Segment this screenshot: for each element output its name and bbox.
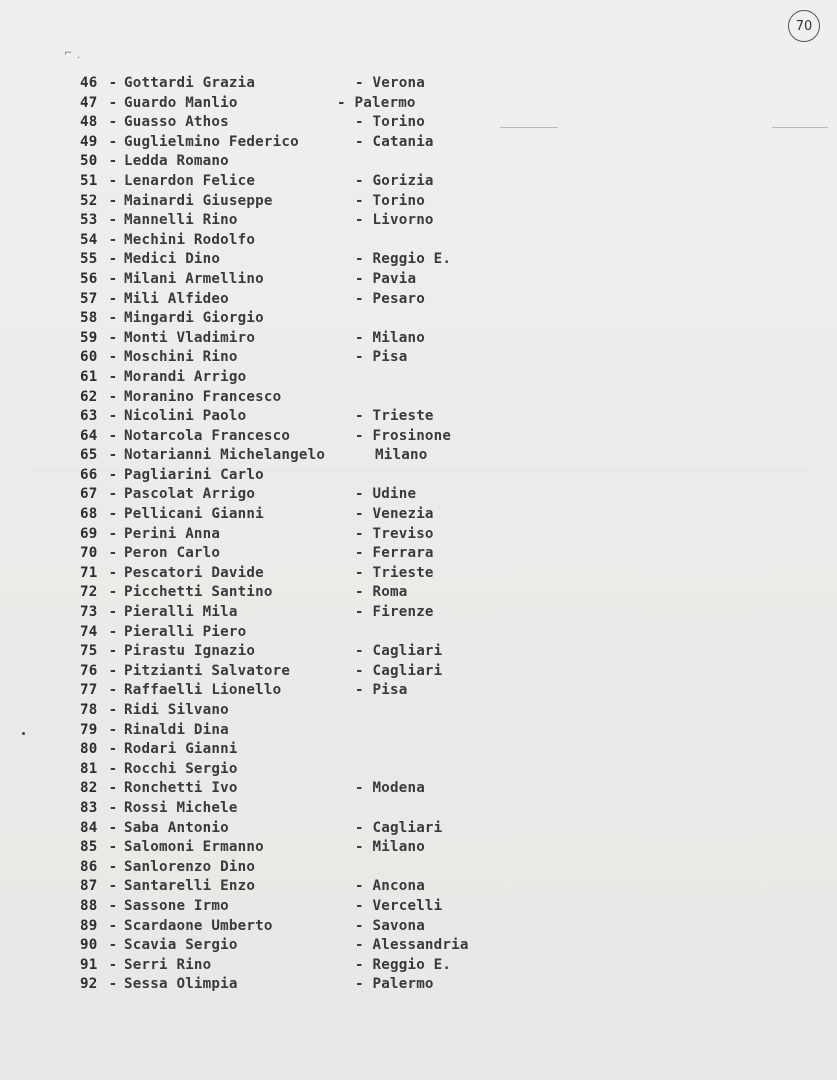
entry-number: 88	[80, 897, 98, 914]
list-item	[80, 152, 530, 172]
list-item	[80, 368, 530, 388]
entry-number: 77	[80, 682, 98, 699]
entry-number: 92	[80, 976, 98, 993]
list-item	[80, 799, 530, 819]
entry-name: Guglielmino Federico	[124, 133, 299, 150]
entry-dash: -	[108, 329, 118, 346]
entry-number: 85	[80, 839, 98, 856]
list-item	[80, 485, 530, 505]
entry-number: 56	[80, 270, 98, 287]
entry-name: Morandi Arrigo	[124, 368, 247, 385]
entry-dash: -	[108, 388, 118, 405]
entry-number: 79	[80, 721, 98, 738]
entry-number: 61	[80, 368, 98, 385]
entry-name: Guasso Athos	[124, 114, 229, 131]
entry-city	[355, 407, 434, 427]
entry-dash: -	[108, 506, 118, 523]
entry-dash: -	[108, 408, 118, 425]
entry-number: 82	[80, 780, 98, 797]
entry-dash: -	[108, 153, 118, 170]
stray-mark	[772, 127, 828, 128]
list-item	[80, 701, 530, 721]
city-name: Venezia	[372, 506, 434, 523]
entry-city	[337, 94, 416, 114]
entry-number: 74	[80, 623, 98, 640]
entry-name: Scardaone Umberto	[124, 917, 273, 934]
city-name: Modena	[372, 780, 425, 797]
entry-city	[355, 505, 434, 525]
list-item	[80, 309, 530, 329]
entry-name: Moranino Francesco	[124, 388, 282, 405]
list-item	[80, 211, 530, 231]
entry-dash: -	[108, 662, 118, 679]
city-name: Milano	[375, 447, 428, 464]
entry-number: 55	[80, 251, 98, 268]
entry-city	[355, 897, 442, 917]
entry-number: 57	[80, 290, 98, 307]
entry-name: Notarcola Francesco	[124, 427, 291, 444]
city-dash: -	[355, 878, 373, 895]
entry-dash: -	[108, 976, 118, 993]
entry-name: Rinaldi Dina	[124, 721, 229, 738]
entry-city	[355, 642, 442, 662]
entry-dash: -	[108, 878, 118, 895]
entry-name: Pitzianti Salvatore	[124, 662, 291, 679]
entry-dash: -	[108, 623, 118, 640]
entry-dash: -	[108, 270, 118, 287]
entry-number: 58	[80, 310, 98, 327]
city-dash: -	[355, 643, 373, 660]
entry-dash: -	[108, 799, 118, 816]
entry-number: 50	[80, 153, 98, 170]
city-dash: -	[355, 270, 373, 287]
list-item	[80, 642, 530, 662]
entry-name: Ridi Silvano	[124, 702, 229, 718]
city-name: Vercelli	[372, 897, 443, 914]
city-name: Gorizia	[372, 172, 434, 189]
entry-name: Pirastu Ignazio	[124, 643, 256, 660]
entry-number: 64	[80, 427, 98, 444]
entry-name: Monti Vladimiro	[124, 329, 256, 346]
list-item	[80, 525, 530, 545]
entry-number: 48	[80, 114, 98, 131]
entry-name: Pescatori Davide	[124, 564, 264, 581]
entry-name: Salomoni Ermanno	[124, 839, 264, 856]
entry-number: 90	[80, 937, 98, 954]
entry-dash: -	[108, 447, 118, 464]
city-name: Verona	[372, 75, 425, 91]
list-item	[80, 740, 530, 760]
entry-dash: -	[108, 231, 118, 248]
city-dash: -	[355, 114, 373, 131]
list-item	[80, 407, 530, 427]
city-name: Pavia	[372, 270, 417, 287]
entry-dash: -	[108, 114, 118, 131]
entry-number: 75	[80, 643, 98, 660]
city-dash: -	[355, 584, 373, 601]
entry-number: 71	[80, 564, 98, 581]
entry-dash: -	[108, 741, 118, 758]
entry-dash: -	[108, 192, 118, 209]
entry-number: 53	[80, 212, 98, 229]
city-dash: -	[355, 917, 373, 934]
list-item	[80, 583, 530, 603]
list-item	[80, 721, 530, 741]
city-name: Pisa	[372, 682, 408, 699]
entry-number: 89	[80, 917, 98, 934]
list-item	[80, 231, 530, 251]
entry-dash: -	[108, 604, 118, 621]
city-dash: -	[355, 75, 373, 91]
city-name: Ancona	[372, 878, 425, 895]
entry-city	[355, 877, 425, 897]
list-item	[80, 897, 530, 917]
entry-dash: -	[108, 310, 118, 327]
entry-name: Medici Dino	[124, 251, 221, 268]
entry-name: Mili Alfideo	[124, 290, 229, 307]
city-name: Cagliari	[372, 819, 443, 836]
entry-city	[355, 917, 425, 937]
list-item	[80, 838, 530, 858]
entry-name: Notarianni Michelangelo	[124, 447, 326, 464]
entry-dash: -	[108, 290, 118, 307]
entry-number: 63	[80, 408, 98, 425]
city-dash: -	[355, 525, 373, 542]
entry-name: Milani Armellino	[124, 270, 264, 287]
list-item	[80, 505, 530, 525]
city-dash: -	[355, 897, 373, 914]
entry-dash: -	[108, 897, 118, 914]
entry-name: Ronchetti Ivo	[124, 780, 238, 797]
entry-number: 83	[80, 799, 98, 816]
city-dash: -	[355, 133, 373, 150]
entry-city	[355, 603, 434, 623]
list-item	[80, 446, 530, 466]
entry-dash: -	[108, 427, 118, 444]
entry-city	[355, 819, 442, 839]
entry-city	[355, 544, 434, 564]
entry-name: Rossi Michele	[124, 799, 238, 816]
list-item	[80, 956, 530, 976]
city-name: Firenze	[372, 604, 434, 621]
entry-city	[355, 838, 425, 858]
city-dash: -	[355, 564, 373, 581]
entry-city	[355, 192, 425, 212]
list-item	[80, 74, 530, 94]
entry-number: 46	[80, 75, 98, 91]
entry-dash: -	[108, 368, 118, 385]
list-item	[80, 877, 530, 897]
list-item	[80, 760, 530, 780]
entry-dash: -	[108, 780, 118, 797]
entry-name: Mainardi Giuseppe	[124, 192, 273, 209]
entry-name: Gottardi Grazia	[124, 75, 256, 91]
city-name: Udine	[372, 486, 417, 503]
entry-city	[355, 172, 434, 192]
list-item	[80, 681, 530, 701]
entry-dash: -	[108, 525, 118, 542]
entry-name: Santarelli Enzo	[124, 878, 256, 895]
name-list	[80, 74, 530, 995]
entry-dash: -	[108, 172, 118, 189]
entry-dash: -	[108, 486, 118, 503]
entry-dash: -	[108, 75, 118, 91]
entry-dash: -	[108, 545, 118, 562]
entry-number: 91	[80, 956, 98, 973]
entry-dash: -	[108, 839, 118, 856]
city-dash: -	[355, 427, 373, 444]
entry-name: Moschini Rino	[124, 349, 238, 366]
entry-city	[355, 681, 407, 701]
entry-city	[375, 446, 427, 466]
list-item	[80, 172, 530, 192]
entry-city	[355, 74, 425, 94]
entry-name: Rodari Gianni	[124, 741, 238, 758]
entry-dash: -	[108, 349, 118, 366]
entry-number: 80	[80, 741, 98, 758]
city-name: Trieste	[372, 408, 434, 425]
entry-dash: -	[108, 466, 118, 483]
city-dash: -	[355, 780, 373, 797]
list-item	[80, 564, 530, 584]
pen-mark: ⌐ ˏ	[64, 48, 81, 59]
entry-city	[355, 956, 451, 976]
entry-dash: -	[108, 251, 118, 268]
list-item	[80, 466, 530, 486]
entry-number: 59	[80, 329, 98, 346]
city-dash: -	[355, 819, 373, 836]
entry-number: 86	[80, 858, 98, 875]
city-name: Alessandria	[372, 937, 469, 954]
entry-dash: -	[108, 212, 118, 229]
city-dash: -	[355, 192, 373, 209]
entry-number: 73	[80, 604, 98, 621]
entry-dash: -	[108, 643, 118, 660]
list-item	[80, 290, 530, 310]
entry-city	[355, 211, 434, 231]
entry-number: 52	[80, 192, 98, 209]
ink-dot	[22, 732, 25, 735]
entry-number: 72	[80, 584, 98, 601]
city-name: Palermo	[372, 976, 434, 993]
entry-number: 54	[80, 231, 98, 248]
entry-city	[355, 485, 416, 505]
entry-dash: -	[108, 819, 118, 836]
entry-name: Raffaelli Lionello	[124, 682, 282, 699]
list-item	[80, 427, 530, 447]
entry-number: 60	[80, 349, 98, 366]
entry-dash: -	[108, 937, 118, 954]
city-dash: -	[355, 956, 373, 973]
entry-number: 70	[80, 545, 98, 562]
entry-dash: -	[108, 917, 118, 934]
entry-city	[355, 329, 425, 349]
entry-name: Sanlorenzo Dino	[124, 858, 256, 875]
entry-dash: -	[108, 584, 118, 601]
entry-city	[355, 662, 442, 682]
city-dash: -	[355, 506, 373, 523]
entry-name: Mechini Rodolfo	[124, 231, 256, 248]
entry-name: Pieralli Piero	[124, 623, 247, 640]
entry-city	[355, 975, 434, 995]
entry-number: 65	[80, 447, 98, 464]
city-name: Pesaro	[372, 290, 425, 307]
entry-number: 81	[80, 760, 98, 777]
list-item	[80, 858, 530, 878]
entry-name: Pellicani Gianni	[124, 506, 264, 523]
entry-name: Sessa Olimpia	[124, 976, 238, 993]
entry-name: Pascolat Arrigo	[124, 486, 256, 503]
entry-number: 66	[80, 466, 98, 483]
entry-city	[355, 583, 407, 603]
entry-name: Lenardon Felice	[124, 172, 256, 189]
entry-name: Pieralli Mila	[124, 604, 238, 621]
city-name: Reggio E.	[372, 956, 452, 973]
entry-city	[355, 250, 451, 270]
entry-city	[355, 525, 434, 545]
entry-name: Serri Rino	[124, 956, 212, 973]
entry-name: Mannelli Rino	[124, 212, 238, 229]
entry-city	[355, 290, 425, 310]
entry-dash: -	[108, 682, 118, 699]
entry-city	[355, 270, 416, 290]
entry-name: Sassone Irmo	[124, 897, 229, 914]
city-name: Ferrara	[372, 545, 434, 562]
list-item	[80, 975, 530, 995]
city-dash: -	[355, 329, 373, 346]
city-dash: -	[355, 349, 373, 366]
entry-name: Picchetti Santino	[124, 584, 273, 601]
city-name: Cagliari	[372, 662, 443, 679]
entry-name: Scavia Sergio	[124, 937, 238, 954]
entry-name: Saba Antonio	[124, 819, 229, 836]
entry-dash: -	[108, 702, 118, 718]
city-name: Torino	[372, 114, 425, 131]
entry-dash: -	[108, 956, 118, 973]
city-name: Treviso	[372, 525, 434, 542]
city-name: Trieste	[372, 564, 434, 581]
entry-number: 78	[80, 702, 98, 718]
city-name: Pisa	[372, 349, 408, 366]
city-dash: -	[355, 662, 373, 679]
city-name: Cagliari	[372, 643, 443, 660]
entry-dash: -	[108, 760, 118, 777]
list-item	[80, 819, 530, 839]
entry-number: 67	[80, 486, 98, 503]
city-dash: -	[355, 486, 373, 503]
list-item	[80, 133, 530, 153]
entry-city	[355, 779, 425, 799]
list-item	[80, 917, 530, 937]
list-item	[80, 94, 530, 114]
page-number: 70	[788, 10, 820, 42]
city-name: Catania	[372, 133, 434, 150]
entry-number: 69	[80, 525, 98, 542]
city-dash: -	[355, 212, 373, 229]
list-item	[80, 250, 530, 270]
city-dash: -	[355, 976, 373, 993]
city-dash: -	[355, 251, 373, 268]
city-dash: -	[337, 94, 355, 111]
city-name: Roma	[372, 584, 408, 601]
entry-number: 84	[80, 819, 98, 836]
list-item	[80, 113, 530, 133]
entry-name: Nicolini Paolo	[124, 408, 247, 425]
list-item	[80, 348, 530, 368]
entry-name: Mingardi Giorgio	[124, 310, 264, 327]
entry-number: 68	[80, 506, 98, 523]
city-dash: -	[355, 545, 373, 562]
entry-dash: -	[108, 133, 118, 150]
entry-number: 51	[80, 172, 98, 189]
city-name: Milano	[372, 329, 425, 346]
entry-number: 87	[80, 878, 98, 895]
entry-name: Ledda Romano	[124, 153, 229, 170]
list-item	[80, 270, 530, 290]
entry-name: Perini Anna	[124, 525, 221, 542]
entry-name: Peron Carlo	[124, 545, 221, 562]
entry-city	[355, 427, 451, 447]
entry-dash: -	[108, 94, 118, 111]
city-name: Milano	[372, 839, 425, 856]
entry-name: Guardo Manlio	[124, 94, 238, 111]
entry-city	[355, 133, 434, 153]
list-item	[80, 603, 530, 623]
entry-dash: -	[108, 721, 118, 738]
city-name: Palermo	[354, 94, 416, 111]
city-dash: -	[355, 408, 373, 425]
city-name: Livorno	[372, 212, 434, 229]
entry-city	[355, 113, 425, 133]
list-item	[80, 388, 530, 408]
entry-name: Pagliarini Carlo	[124, 466, 264, 483]
city-dash: -	[355, 937, 373, 954]
list-item	[80, 192, 530, 212]
entry-number: 76	[80, 662, 98, 679]
entry-city	[355, 348, 407, 368]
list-item	[80, 779, 530, 799]
entry-city	[355, 564, 434, 584]
list-item	[80, 936, 530, 956]
list-item	[80, 329, 530, 349]
list-item	[80, 623, 530, 643]
city-dash: -	[355, 682, 373, 699]
city-name: Frosinone	[372, 427, 452, 444]
entry-dash: -	[108, 564, 118, 581]
entry-name: Rocchi Sergio	[124, 760, 238, 777]
city-dash: -	[355, 839, 373, 856]
entry-dash: -	[108, 858, 118, 875]
entry-number: 62	[80, 388, 98, 405]
city-name: Torino	[372, 192, 425, 209]
list-item	[80, 662, 530, 682]
city-dash: -	[355, 604, 373, 621]
entry-number: 49	[80, 133, 98, 150]
list-item	[80, 544, 530, 564]
entry-city	[355, 936, 469, 956]
city-name: Savona	[372, 917, 425, 934]
entry-number: 47	[80, 94, 98, 111]
city-name: Reggio E.	[372, 251, 452, 268]
city-dash: -	[355, 172, 373, 189]
city-dash: -	[355, 290, 373, 307]
